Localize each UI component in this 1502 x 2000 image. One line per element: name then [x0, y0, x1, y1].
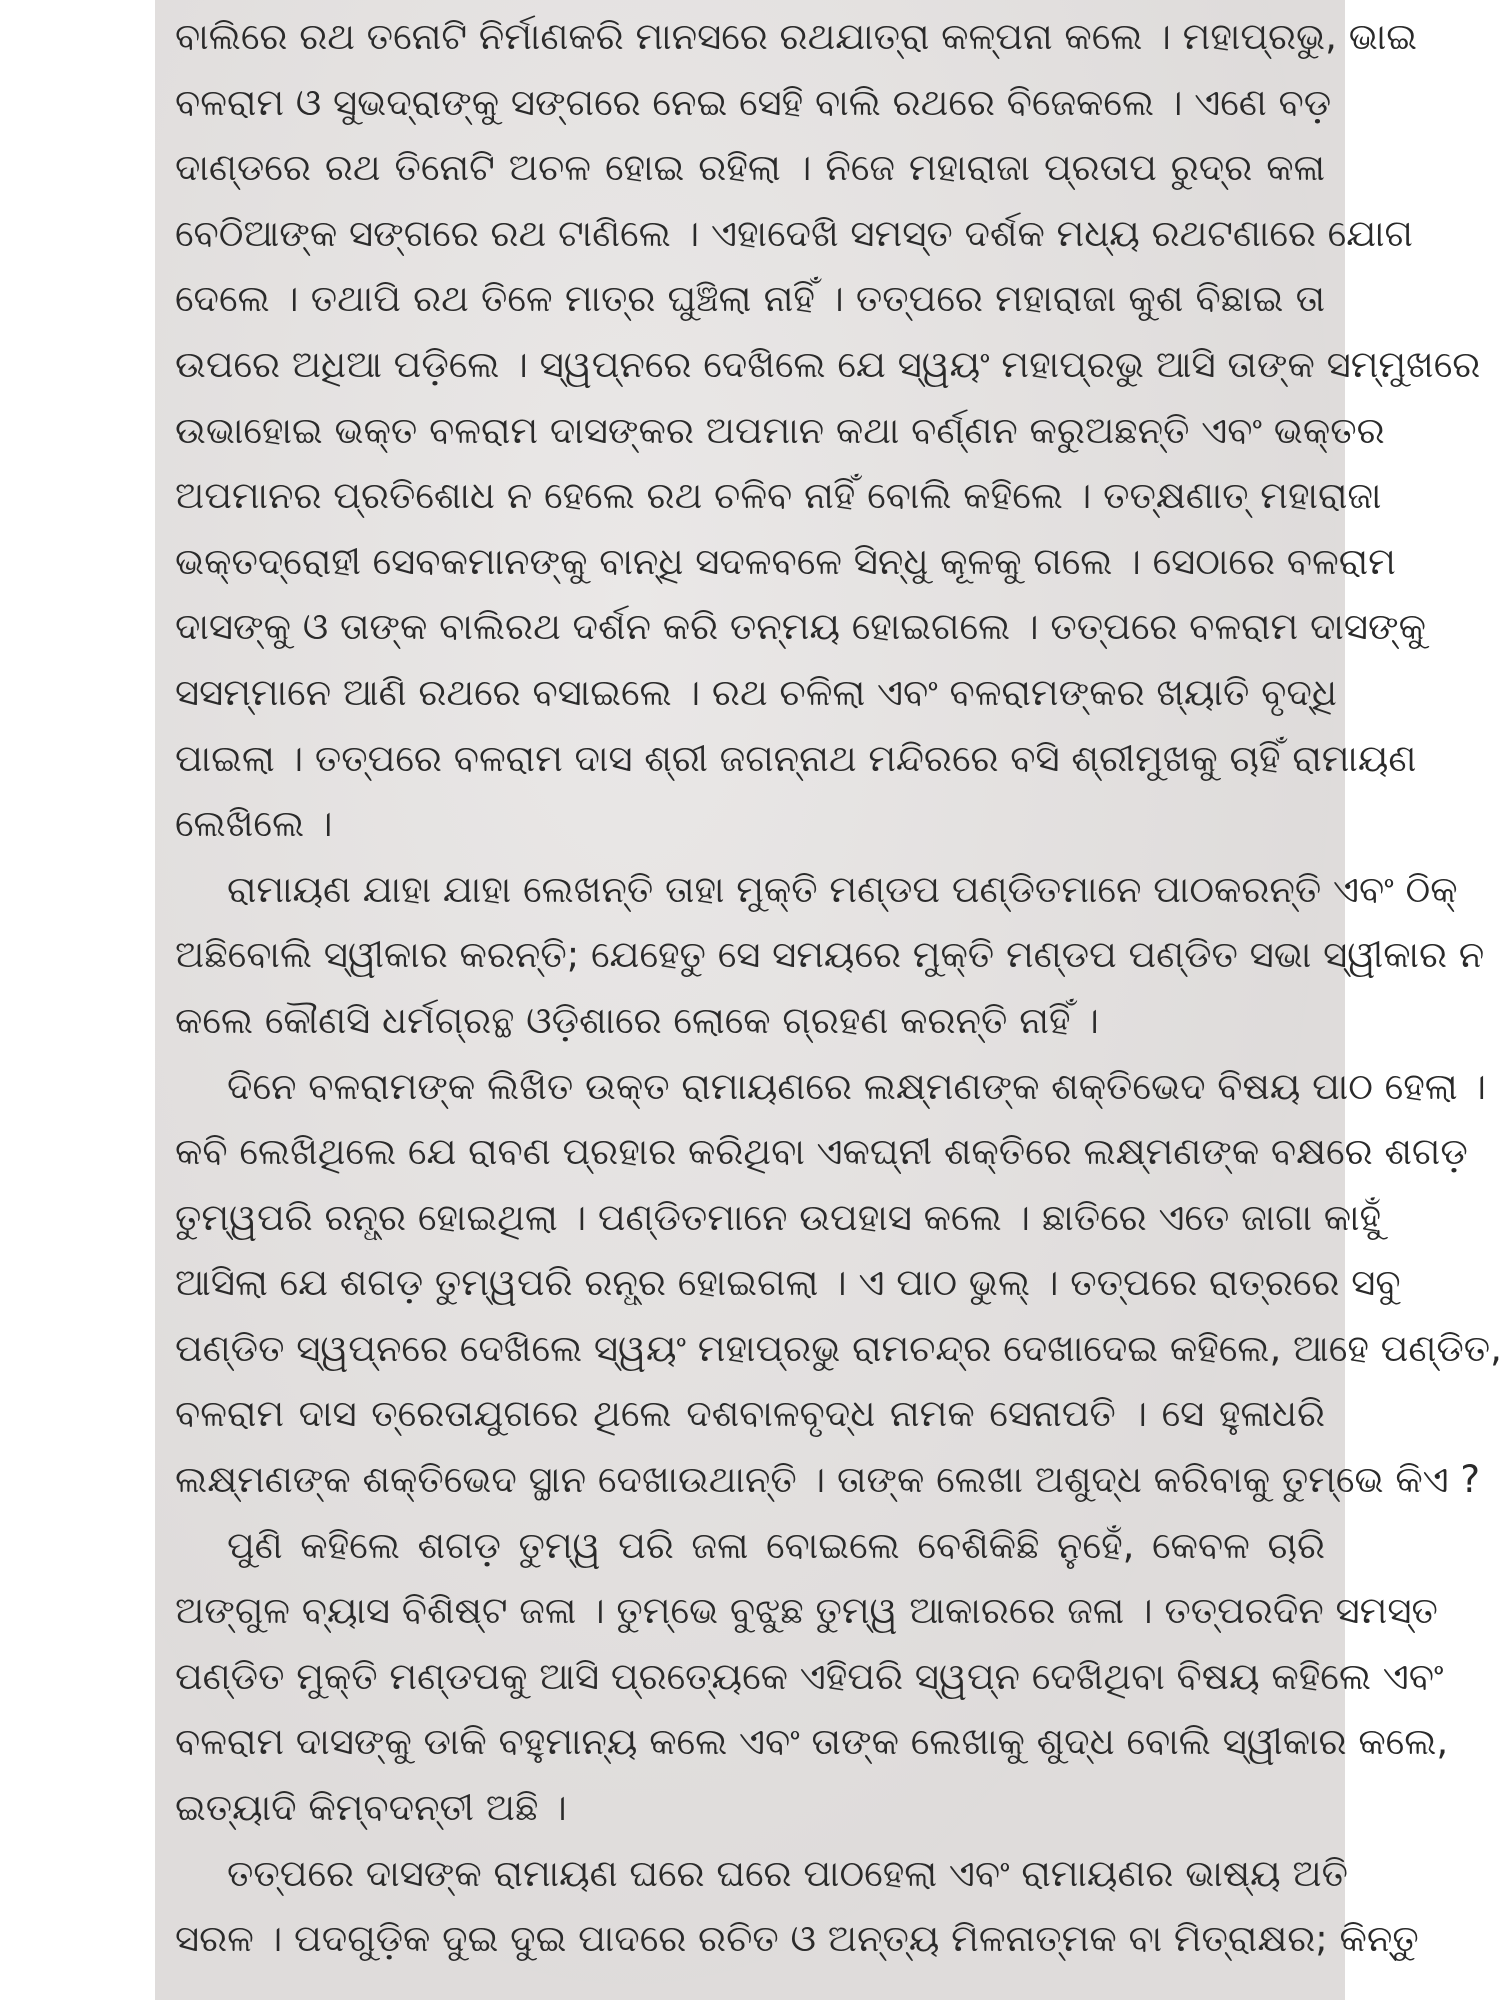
text-line: ଆସିଲା ଯେ ଶଗଡ଼ ତୁମ୍ୱପରି ରନ୍ଧ୍ର ହୋଇଗଲା । ଏ ପାଠ ଭୁଲ୍ । ତତ୍ପରେ ରାତ୍ରରେ ସବୁ: [175, 1261, 1401, 1305]
text-line: ତତ୍ପରେ ଦାସଙ୍କ ରାମାୟଣ ଘରେ ଘରେ ପାଠହେଲା ଏବଂ ରାମାୟଣର ଭାଷ୍ୟ ଅତି: [227, 1851, 1348, 1895]
text-line: ଅଙ୍ଗୁଳ ବ୍ୟାସ ବିଶିଷ୍ଟ ଜଳା । ତୁମ୍ଭେ ବୁଝୁଛ ତୁମ୍ୱ ଆକାରରେ ଜଳା । ତତ୍ପରଦିନ ସମସ୍ତ: [175, 1589, 1438, 1633]
text-line: ଉପରେ ଅଧିଆ ପଡ଼ିଲେ । ସ୍ୱପ୍ନରେ ଦେଖିଲେ ଯେ ସ୍ୱୟଂ ମହାପ୍ରଭୁ ଆସି ତାଙ୍କ ସମ୍ମୁଖରେ: [175, 342, 1481, 386]
text-line: ଅଛିବୋଲି ସ୍ୱୀକାର କରନ୍ତି; ଯେହେତୁ ସେ ସମୟରେ ମୁକ୍ତି ମଣ୍ଡପ ପଣ୍ଡିତ ସଭା ସ୍ୱୀକାର ନ: [175, 933, 1485, 977]
text-line: ତୁମ୍ୱପରି ରନ୍ଧ୍ର ହୋଇଥିଲା । ପଣ୍ଡିତମାନେ ଉପହାସ କଲେ । ଛାତିରେ ଏତେ ଜାଗା କାହୁଁ: [175, 1195, 1382, 1239]
text-line: ଦାସଙ୍କୁ ଓ ତାଙ୍କ ବାଲିରଥ ଦର୍ଶନ କରି ତନ୍ମୟ ହୋଇଗଲେ । ତତ୍ପରେ ବଳରାମ ଦାସଙ୍କୁ: [175, 605, 1426, 649]
text-line: ବେଠିଆଙ୍କ ସଙ୍ଗରେ ରଥ ଟାଣିଲେ । ଏହାଦେଖି ସମସ୍ତ ଦର୍ଶକ ମଧ୍ୟ ରଥଟଣାରେ ଯୋଗ: [175, 211, 1413, 255]
text-line: ରାମାୟଣ ଯାହା ଯାହା ଲେଖନ୍ତି ତାହା ମୁକ୍ତି ମଣ୍ଡପ ପଣ୍ଡିତମାନେ ପାଠକରନ୍ତି ଏବଂ ଠିକ୍: [227, 867, 1458, 911]
text-line: ସସମ୍ମାନେ ଆଣି ରଥରେ ବସାଇଲେ । ରଥ ଚଳିଲା ଏବଂ ବଳରାମଙ୍କର ଖ୍ୟାତି ବୃଦ୍ଧି: [175, 670, 1337, 714]
text-line: ବଳରାମ ଓ ସୁଭଦ୍ରାଙ୍କୁ ସଙ୍ଗରେ ନେଇ ସେହି ବାଲି ରଥରେ ବିଜେକଲେ । ଏଣେ ବଡ଼: [175, 80, 1332, 124]
text-line: ଲେଖିଲେ ।: [175, 802, 333, 846]
text-line: ସରଳ । ପଦଗୁଡ଼ିକ ଦୁଇ ଦୁଇ ପାଦରେ ରଚିତ ଓ ଅନ୍ତ୍ୟ ମିଳନାତ୍ମକ ବା ମିତ୍ରାକ୍ଷର; କିନ୍ତୁ: [175, 1917, 1419, 1961]
text-line: ବାଲିରେ ରଥ ତନୋଟି ନିର୍ମାଣକରି ମାନସରେ ରଥଯାତ୍ରା କଳ୍ପନା କଲେ । ମହାପ୍ରଭୁ, ଭାଇ: [175, 15, 1418, 58]
text-line: କଲେ କୌଣସି ଧର୍ମଗ୍ରନ୍ଥ ଓଡ଼ିଶାରେ ଲୋକେ ଗ୍ରହଣ କରନ୍ତି ନାହିଁ ।: [175, 998, 1099, 1042]
text-line: ଅପମାନର ପ୍ରତିଶୋଧ ନ ହେଲେ ରଥ ଚଳିବ ନାହିଁ ବୋଲି କହିଲେ । ତତ୍କ୍ଷଣାତ୍ ମହାରାଜା: [175, 474, 1382, 518]
book-page: [155, 0, 1502, 2000]
text-line: ଲକ୍ଷ୍ମଣଙ୍କ ଶକ୍ତିଭେଦ ସ୍ଥାନ ଦେଖାଉଥାନ୍ତି । ତାଙ୍କ ଲେଖା ଅଶୁଦ୍ଧ କରିବାକୁ ତୁମ୍ଭେ କିଏ ?: [175, 1458, 1481, 1502]
text-line: ପଣ୍ଡିତ ସ୍ୱପ୍ନରେ ଦେଖିଲେ ସ୍ୱୟଂ ମହାପ୍ରଭୁ ରାମଚନ୍ଦ୍ର ଦେଖାଦେଇ କହିଲେ, ଆହେ ପଣ୍ଡିତ,: [175, 1326, 1502, 1370]
text-line: ପାଇଲା । ତତ୍ପରେ ବଳରାମ ଦାସ ଶ୍ରୀ ଜଗନ୍ନାଥ ମନ୍ଦିରରେ ବସି ଶ୍ରୀମୁଖକୁ ଚାହିଁ ରାମାୟଣ: [175, 736, 1417, 780]
body-text: [175, 4, 1502, 1972]
text-line: କବି ଲେଖିଥିଲେ ଯେ ରାବଣ ପ୍ରହାର କରିଥିବା ଏକଘ୍ନୀ ଶକ୍ତିରେ ଲକ୍ଷ୍ମଣଙ୍କ ବକ୍ଷରେ ଶଗଡ଼: [175, 1130, 1468, 1174]
text-line: ପଣ୍ଡିତ ମୁକ୍ତି ମଣ୍ଡପକୁ ଆସି ପ୍ରତ୍ୟେକେ ଏହିପରି ସ୍ୱପ୍ନ ଦେଖିଥିବା ବିଷୟ କହିଲେ ଏବଂ: [175, 1654, 1444, 1698]
text-line: ବଳରାମ ଦାସଙ୍କୁ ଡାକି ବହୁମାନ୍ୟ କଲେ ଏବଂ ତାଙ୍କ ଲେଖାକୁ ଶୁଦ୍ଧ ବୋଲି ସ୍ୱୀକାର କଲେ,: [175, 1720, 1449, 1764]
text-line: ଉଭାହୋଇ ଭକ୍ତ ବଳରାମ ଦାସଙ୍କର ଅପମାନ କଥା ବର୍ଣ୍ଣନ କରୁଅଛନ୍ତି ଏବଂ ଭକ୍ତର: [175, 408, 1385, 452]
text-line: ଦେଲେ । ତଥାପି ରଥ ତିଳେ ମାତ୍ର ଘୁଞ୍ଚିଲା ନାହିଁ । ତତ୍ପରେ ମହାରାଜା କୁଶ ବିଛାଇ ତା: [175, 277, 1325, 321]
text-line: ଇତ୍ୟାଦି କିମ୍ବଦନ୍ତୀ ଅଛି ।: [175, 1786, 567, 1830]
text-line: ଦାଣ୍ଡରେ ରଥ ତିନୋଟି ଅଚଳ ହୋଇ ରହିଲା । ନିଜେ ମହାରାଜା ପ୍ରତାପ ରୁଦ୍ର କଳା: [175, 146, 1325, 190]
text-line: ପୁଣି କହିଲେ ଶଗଡ଼ ତୁମ୍ୱ ପରି ଜଳା ବୋଇଲେ ବେଶିକିଛି ନୁହେଁ, କେବଳ ଚାରି: [227, 1523, 1325, 1567]
text-line: ବଳରାମ ଦାସ ତ୍ରେତାଯୁଗରେ ଥିଲେ ଦଶବାଳବୃଦ୍ଧ ନାମକ ସେନାପତି । ସେ ହୁଳାଧରି: [175, 1392, 1325, 1436]
text-line: ଭକ୍ତଦ୍ରୋହୀ ସେବକମାନଙ୍କୁ ବାନ୍ଧି ସଦଳବଳେ ସିନ୍ଧୁ କୂଳକୁ ଗଲେ । ସେଠାରେ ବଳରାମ: [175, 539, 1396, 583]
text-line: ଦିନେ ବଳରାମଙ୍କ ଲିଖିତ ଉକ୍ତ ରାମାୟଣରେ ଲକ୍ଷ୍ମଣଙ୍କ ଶକ୍ତିଭେଦ ବିଷୟ ପାଠ ହେଲା ।: [227, 1064, 1487, 1108]
